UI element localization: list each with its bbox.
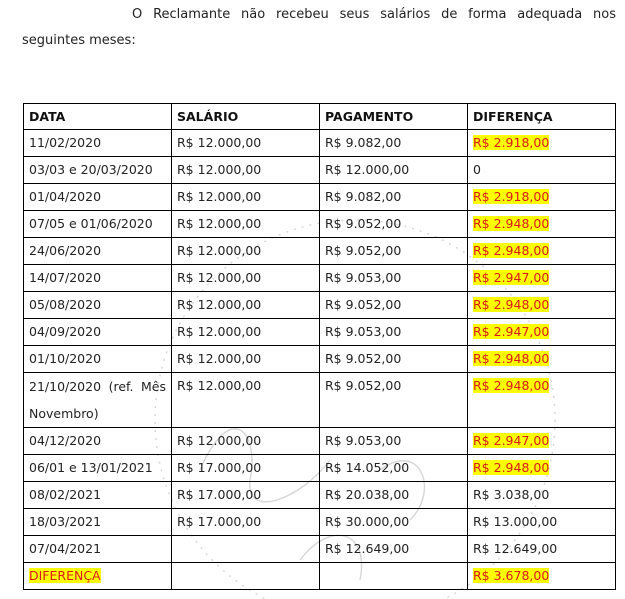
cell-salario (172, 157, 320, 184)
cell-diferenca (468, 184, 616, 211)
cell-data (24, 346, 172, 373)
cell-data (24, 184, 172, 211)
cell-salario (172, 130, 320, 157)
cell-data (24, 509, 172, 536)
cell-salario-text: R$ 17.000,00 (177, 460, 262, 475)
cell-data-text: 24/06/2020 (29, 243, 102, 258)
cell-data (24, 428, 172, 455)
cell-diferenca-text: R$ 2.948,00 (473, 216, 550, 231)
cell-pagamento (320, 130, 468, 157)
cell-data (24, 130, 172, 157)
cell-data (24, 265, 172, 292)
cell-pagamento-text: R$ 14.052,00 (325, 460, 410, 475)
cell-salario (172, 211, 320, 238)
cell-data (24, 482, 172, 509)
cell-diferenca (468, 455, 616, 482)
intro-paragraph: O Reclamante não recebeu seus salários de forma adequada nos seguintes meses: (22, 7, 616, 48)
cell-pagamento (320, 428, 468, 455)
cell-diferenca (468, 346, 616, 373)
total-label: DIFERENÇA (29, 568, 101, 583)
cell-pagamento (320, 319, 468, 346)
table-row (24, 455, 616, 482)
cell-data-text: 11/02/2020 (29, 135, 102, 150)
cell-salario-text: R$ 12.000,00 (177, 297, 262, 312)
cell-pagamento-text: R$ 9.052,00 (325, 351, 402, 366)
cell-salario-text: R$ 12.000,00 (177, 433, 262, 448)
cell-diferenca (468, 509, 616, 536)
cell-pagamento-text: R$ 9.052,00 (325, 216, 402, 231)
cell-pagamento-text: R$ 9.053,00 (325, 324, 402, 339)
cell-salario (172, 455, 320, 482)
table-row (24, 238, 616, 265)
cell-data-text: 08/02/2021 (29, 487, 102, 502)
cell-diferenca (468, 536, 616, 563)
cell-salario (172, 238, 320, 265)
cell-pagamento (320, 536, 468, 563)
cell-salario (172, 373, 320, 428)
cell-diferenca (468, 211, 616, 238)
cell-diferenca (468, 319, 616, 346)
cell-data-text: 04/12/2020 (29, 433, 102, 448)
cell-pagamento (320, 509, 468, 536)
header-salario: SALÁRIO (172, 104, 320, 130)
cell-pagamento-text: R$ 9.052,00 (325, 378, 402, 393)
cell-diferenca (468, 292, 616, 319)
header-diferenca: DIFERENÇA (468, 104, 616, 130)
cell-salario-text: R$ 12.000,00 (177, 162, 262, 177)
cell-salario (172, 536, 320, 563)
cell-diferenca-text: R$ 2.918,00 (473, 189, 550, 204)
table-row (24, 130, 616, 157)
cell-pagamento (320, 292, 468, 319)
cell-pagamento-text: R$ 9.052,00 (325, 243, 402, 258)
salary-table (23, 103, 616, 590)
table-header-row (24, 104, 616, 130)
cell-pagamento (320, 482, 468, 509)
table-row (24, 157, 616, 184)
cell-data (24, 157, 172, 184)
cell-diferenca (468, 265, 616, 292)
cell-pagamento (320, 265, 468, 292)
cell-salario (172, 509, 320, 536)
cell-data (24, 211, 172, 238)
cell-diferenca-text: R$ 2.948,00 (473, 460, 550, 475)
table-row (24, 319, 616, 346)
cell-data-text: 03/03 e 20/03/2020 (29, 162, 153, 177)
cell-salario (172, 184, 320, 211)
cell-salario (172, 319, 320, 346)
cell-diferenca-text: R$ 2.947,00 (473, 270, 550, 285)
cell-data (24, 319, 172, 346)
cell-salario (172, 346, 320, 373)
cell-data-text: 01/10/2020 (29, 351, 102, 366)
total-empty-cell (172, 563, 320, 590)
cell-diferenca-text: R$ 2.948,00 (473, 243, 550, 258)
cell-diferenca-text: R$ 2.948,00 (473, 378, 550, 393)
cell-pagamento-text: R$ 9.082,00 (325, 189, 402, 204)
cell-diferenca (468, 373, 616, 428)
cell-salario-text: R$ 17.000,00 (177, 514, 262, 529)
table-body (24, 130, 616, 590)
cell-pagamento (320, 238, 468, 265)
header-pagamento: PAGAMENTO (320, 104, 468, 130)
cell-salario (172, 482, 320, 509)
cell-diferenca-text: R$ 2.948,00 (473, 351, 550, 366)
table-row (24, 428, 616, 455)
cell-pagamento-text: R$ 12.000,00 (325, 162, 410, 177)
header-data: DATA (24, 104, 172, 130)
cell-data (24, 455, 172, 482)
cell-diferenca (468, 428, 616, 455)
total-value: R$ 3.678,00 (473, 568, 550, 583)
cell-data-text: 21/10/2020 (ref. Mês Novembro) (29, 379, 166, 421)
cell-diferenca-text: R$ 2.947,00 (473, 324, 550, 339)
table-row (24, 292, 616, 319)
cell-pagamento-text: R$ 20.038,00 (325, 487, 410, 502)
cell-data-text: 04/09/2020 (29, 324, 102, 339)
cell-diferenca-text: R$ 13.000,00 (473, 514, 558, 529)
cell-diferenca (468, 130, 616, 157)
cell-diferenca-text: R$ 2.948,00 (473, 297, 550, 312)
cell-salario-text: R$ 12.000,00 (177, 351, 262, 366)
table-row (24, 482, 616, 509)
cell-salario-text: R$ 12.000,00 (177, 135, 262, 150)
total-empty-cell (320, 563, 468, 590)
cell-pagamento (320, 346, 468, 373)
cell-pagamento (320, 157, 468, 184)
cell-diferenca-text: R$ 2.918,00 (473, 135, 550, 150)
cell-pagamento (320, 211, 468, 238)
cell-pagamento (320, 455, 468, 482)
total-label-cell (24, 563, 172, 590)
cell-salario-text: R$ 12.000,00 (177, 243, 262, 258)
table-row (24, 265, 616, 292)
cell-diferenca (468, 238, 616, 265)
cell-salario (172, 292, 320, 319)
table-row (24, 346, 616, 373)
table-row (24, 509, 616, 536)
cell-diferenca-text: R$ 3.038,00 (473, 487, 550, 502)
cell-diferenca (468, 157, 616, 184)
cell-diferenca-text: 0 (473, 162, 481, 177)
cell-salario-text: R$ 12.000,00 (177, 378, 262, 393)
table-row (24, 373, 616, 428)
cell-pagamento (320, 184, 468, 211)
cell-salario (172, 428, 320, 455)
cell-pagamento-text: R$ 9.082,00 (325, 135, 402, 150)
cell-diferenca-text: R$ 12.649,00 (473, 541, 558, 556)
cell-pagamento-text: R$ 9.053,00 (325, 433, 402, 448)
cell-salario-text: R$ 12.000,00 (177, 270, 262, 285)
cell-data (24, 238, 172, 265)
cell-data-text: 07/04/2021 (29, 541, 102, 556)
cell-data-text: 05/08/2020 (29, 297, 102, 312)
table-row (24, 211, 616, 238)
cell-data (24, 373, 172, 428)
cell-salario-text: R$ 17.000,00 (177, 487, 262, 502)
cell-data-text: 01/04/2020 (29, 189, 102, 204)
cell-pagamento-text: R$ 30.000,00 (325, 514, 410, 529)
cell-data (24, 536, 172, 563)
cell-salario-text: R$ 12.000,00 (177, 189, 262, 204)
cell-salario (172, 265, 320, 292)
cell-data (24, 292, 172, 319)
cell-pagamento-text: R$ 9.052,00 (325, 297, 402, 312)
cell-salario-text: R$ 12.000,00 (177, 216, 262, 231)
cell-pagamento (320, 373, 468, 428)
cell-data-text: 14/07/2020 (29, 270, 102, 285)
table-row (24, 184, 616, 211)
cell-diferenca-text: R$ 2.947,00 (473, 433, 550, 448)
cell-salario-text: R$ 12.000,00 (177, 324, 262, 339)
cell-diferenca (468, 482, 616, 509)
cell-pagamento-text: R$ 9.053,00 (325, 270, 402, 285)
cell-data-text: 18/03/2021 (29, 514, 102, 529)
total-value-cell (468, 563, 616, 590)
total-row (24, 563, 616, 590)
table-row (24, 536, 616, 563)
cell-pagamento-text: R$ 12.649,00 (325, 541, 410, 556)
cell-data-text: 07/05 e 01/06/2020 (29, 216, 153, 231)
cell-data-text: 06/01 e 13/01/2021 (29, 460, 153, 475)
